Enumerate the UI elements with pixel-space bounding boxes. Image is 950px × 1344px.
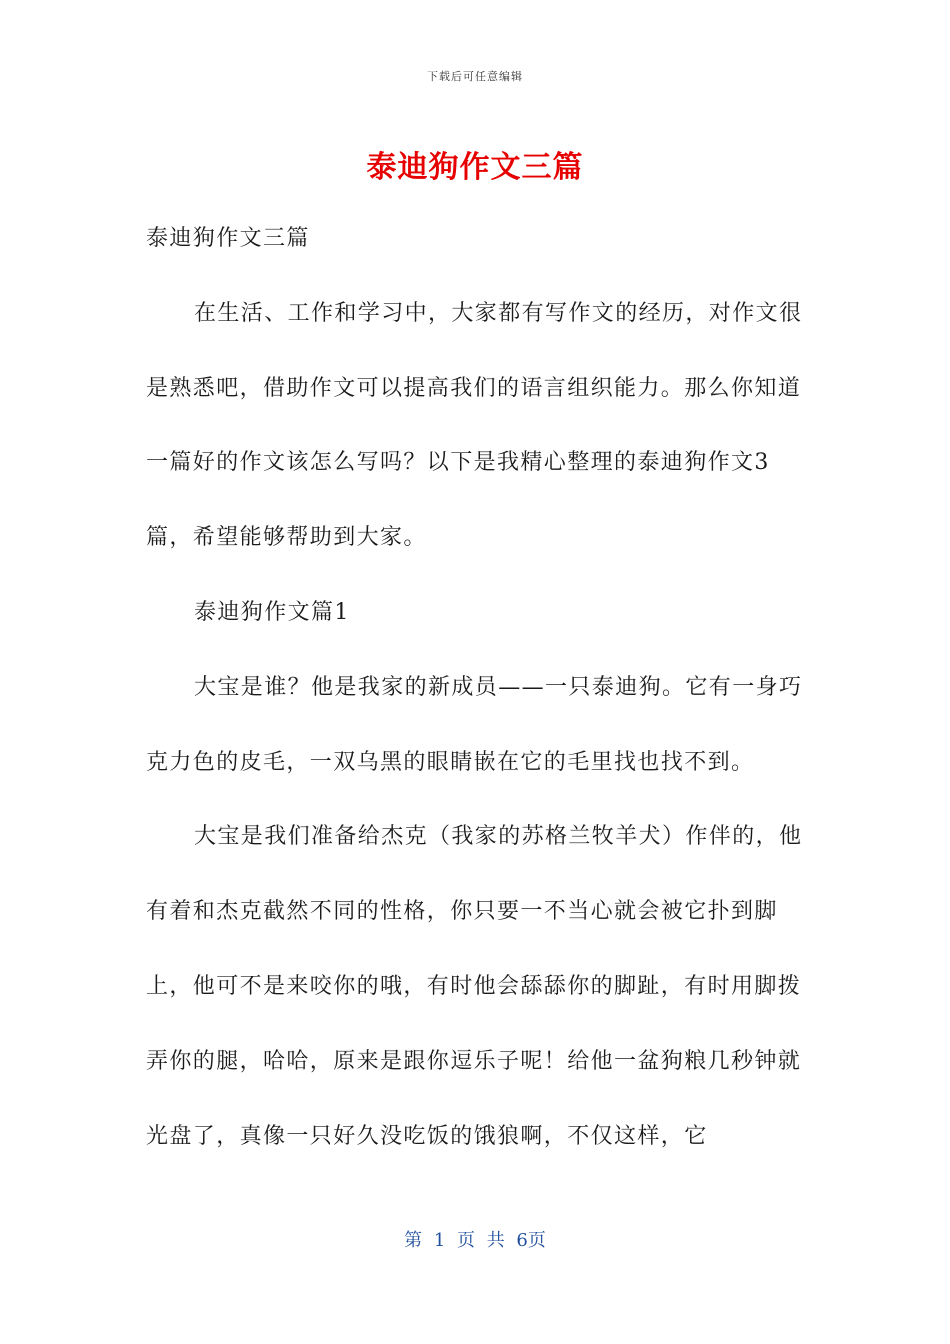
document-body [146, 202, 806, 1174]
header-note: 下载后可任意编辑 [427, 70, 523, 83]
paragraph-intro: 在生活、工作和学习中，大家都有写作文的经历，对作文很是熟悉吧，借助作文可以提高我们的语言组织能力。那么你知道一篇好的作文该怎么写吗？以下是我精心整理的泰迪狗作文3篇，希望能够帮助到大家。 [146, 300, 803, 551]
paragraph-body-2: 大宝是我们准备给杰克（我家的苏格兰牧羊犬）作伴的，他有着和杰克截然不同的性格，你只要一不当心就会被它扑到脚上，他可不是来咬你的哦，有时他会舔舔你的脚趾，有时用脚拨弄你的腿，哈哈，原来是跟你逗乐子呢！给他一盆狗粮几秒钟就光盘了，真像一只好久没吃饭的饿狼啊，不仅这样，它 [146, 824, 803, 1149]
paragraph-section-heading: 泰迪狗作文篇1 [194, 599, 350, 625]
paragraph-subtitle: 泰迪狗作文三篇 [146, 226, 310, 251]
page-footer: 第 1 页 共 6页 [404, 1230, 546, 1251]
paragraph-body-1: 大宝是谁？他是我家的新成员——一只泰迪狗。它有一身巧克力色的皮毛，一双乌黑的眼睛嵌在它的毛里找也找不到。 [146, 674, 803, 775]
document-title: 泰迪狗作文三篇 [366, 150, 584, 185]
